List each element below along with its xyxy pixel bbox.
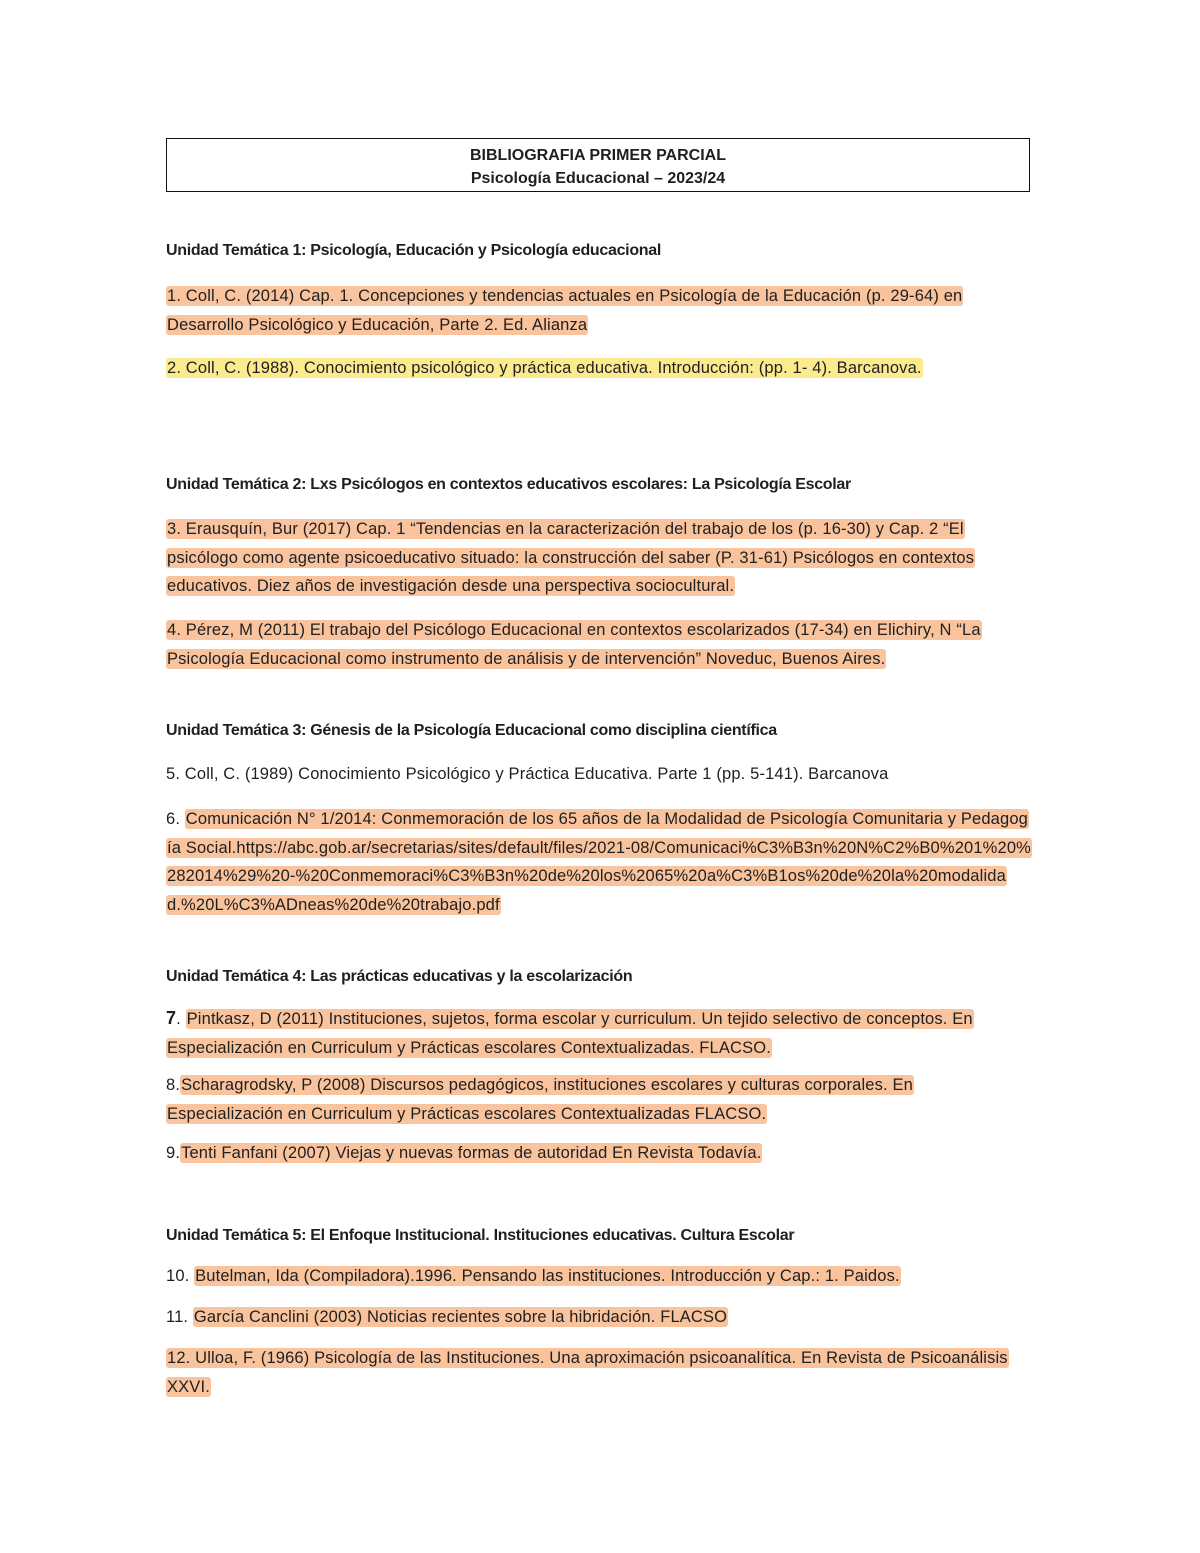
bibliography-entry-1	[166, 282, 1032, 339]
bibliography-entry-11	[166, 1303, 1032, 1332]
entry-text: Coll, C. (2014) Cap. 1. Concepciones y tendencias actuales en Psicología de la Educación (p. 29-64) en Desarrollo Psicológico y Educación, Parte 2. Ed. Alianza	[167, 287, 963, 334]
bibliography-entry-6	[166, 805, 1032, 919]
entry-number: 2.	[167, 359, 182, 377]
entry-text: Erausquín, Bur (2017) Cap. 1 “Tendencias en la caracterización del trabajo de los (p. 16-30) y Cap. 2 “El psicólogo como agente psicoeducativo situado: la construcción del saber (P. 31-61) Psicólogos en contextos educativos. Diez años de investigación desde una perspectiva sociocultural.	[167, 520, 975, 595]
entry-text: Coll, C. (1988). Conocimiento psicológico y práctica educativa. Introducción: (pp. 1- 4). Barcanova.	[181, 359, 922, 377]
unit-1-heading: Unidad Temática 1: Psicología, Educación y Psicología educacional	[166, 242, 662, 259]
entry-number: 10.	[166, 1267, 190, 1285]
bibliography-entry-7: 7. Pintkasz, D (2011) Instituciones, sujetos, forma escolar y curriculum. Un tejido selectivo de conceptos. En Especialización en Curriculum y Prácticas escolares Contextualizadas. FLACSO.	[166, 1008, 973, 1057]
bibliography-entry-5	[166, 760, 1032, 789]
entry-text: García Canclini (2003) Noticias recientes sobre la hibridación. FLACSO	[193, 1308, 728, 1326]
entry-number: 8.	[166, 1076, 181, 1094]
entry-number: 9.	[166, 1144, 181, 1162]
bibliography-entry-10	[166, 1262, 1032, 1291]
unit-5-heading: Unidad Temática 5: El Enfoque Institucional. Instituciones educativas. Cultura Escolar	[166, 1227, 795, 1244]
entry-text: Butelman, Ida (Compiladora).1996. Pensando las instituciones. Introducción y Cap.: 1. Paidos.	[195, 1267, 900, 1285]
entry-text: Tenti Fanfani (2007) Viejas y nuevas formas de autoridad En Revista Todavía.	[181, 1144, 762, 1162]
entry-number: 1.	[167, 287, 182, 305]
entry-text: Coll, C. (1989) Conocimiento Psicológico y Práctica Educativa. Parte 1 (pp. 5-141). Barcanova	[180, 765, 889, 783]
unit-4-heading: Unidad Temática 4: Las prácticas educativas y la escolarización	[166, 968, 633, 985]
unit-2-heading: Unidad Temática 2: Lxs Psicólogos en contextos educativos escolares: La Psicología Escolar	[166, 476, 851, 493]
bibliography-entry-3	[166, 515, 1032, 601]
bibliography-entry-9	[166, 1139, 1032, 1168]
entry-number: 12.	[167, 1349, 191, 1367]
entry-text: Ulloa, F. (1966) Psicología de las Instituciones. Una aproximación psicoanalítica. En Revista de Psicoanálisis XXVI.	[167, 1349, 1008, 1396]
document-subtitle: Psicología Educacional – 2023/24	[470, 170, 726, 187]
entry-text: Pérez, M (2011) El trabajo del Psicólogo Educacional en contextos escolarizados (17-34) en Elichiry, N “La Psicología Educacional como instrumento de análisis y de intervención” Noveduc, Buenos Aires.	[167, 621, 981, 668]
entry-text: Comunicación N° 1/2014: Conmemoración de los 65 años de la Modalidad de Psicología Comunitaria y Pedagogía Social.https://abc.gob.ar/secretarias/sites/default/files/2021-08/Comunicaci%C3%B3n%20N%C2%B0%201%20%282014%29%20-%20Conmemoraci%C3%B3n%20de%20los%2065%20a%C3%B1os%20de%20la%20modalidad.%20L%C3%ADneas%20de%20trabajo.pdf	[167, 810, 1031, 914]
entry-number: 5.	[166, 765, 181, 783]
bibliography-entry-2	[166, 354, 1032, 383]
document-title: BIBLIOGRAFIA PRIMER PARCIAL	[470, 147, 726, 164]
entry-text: Pintkasz, D (2011) Instituciones, sujetos, forma escolar y curriculum. Un tejido selectivo de conceptos. En Especialización en Curriculum y Prácticas escolares Contextualizadas. FLACSO.	[167, 1010, 973, 1057]
title-box	[166, 138, 1030, 192]
entry-number: 4.	[167, 621, 182, 639]
bibliography-entry-12	[166, 1344, 1032, 1401]
entry-number: 3.	[167, 520, 182, 538]
entry-number: 11.	[166, 1308, 189, 1326]
unit-3-heading: Unidad Temática 3: Génesis de la Psicología Educacional como disciplina científica	[166, 722, 777, 739]
entry-number: 6.	[166, 810, 181, 828]
bibliography-entry-4	[166, 616, 1032, 673]
bibliography-entry-8	[166, 1071, 1032, 1128]
entry-text: Scharagrodsky, P (2008) Discursos pedagógicos, instituciones escolares y culturas corporales. En Especialización en Curriculum y Prácticas escolares Contextualizadas FLACSO.	[167, 1076, 913, 1123]
entry-number: 7	[166, 1008, 177, 1028]
